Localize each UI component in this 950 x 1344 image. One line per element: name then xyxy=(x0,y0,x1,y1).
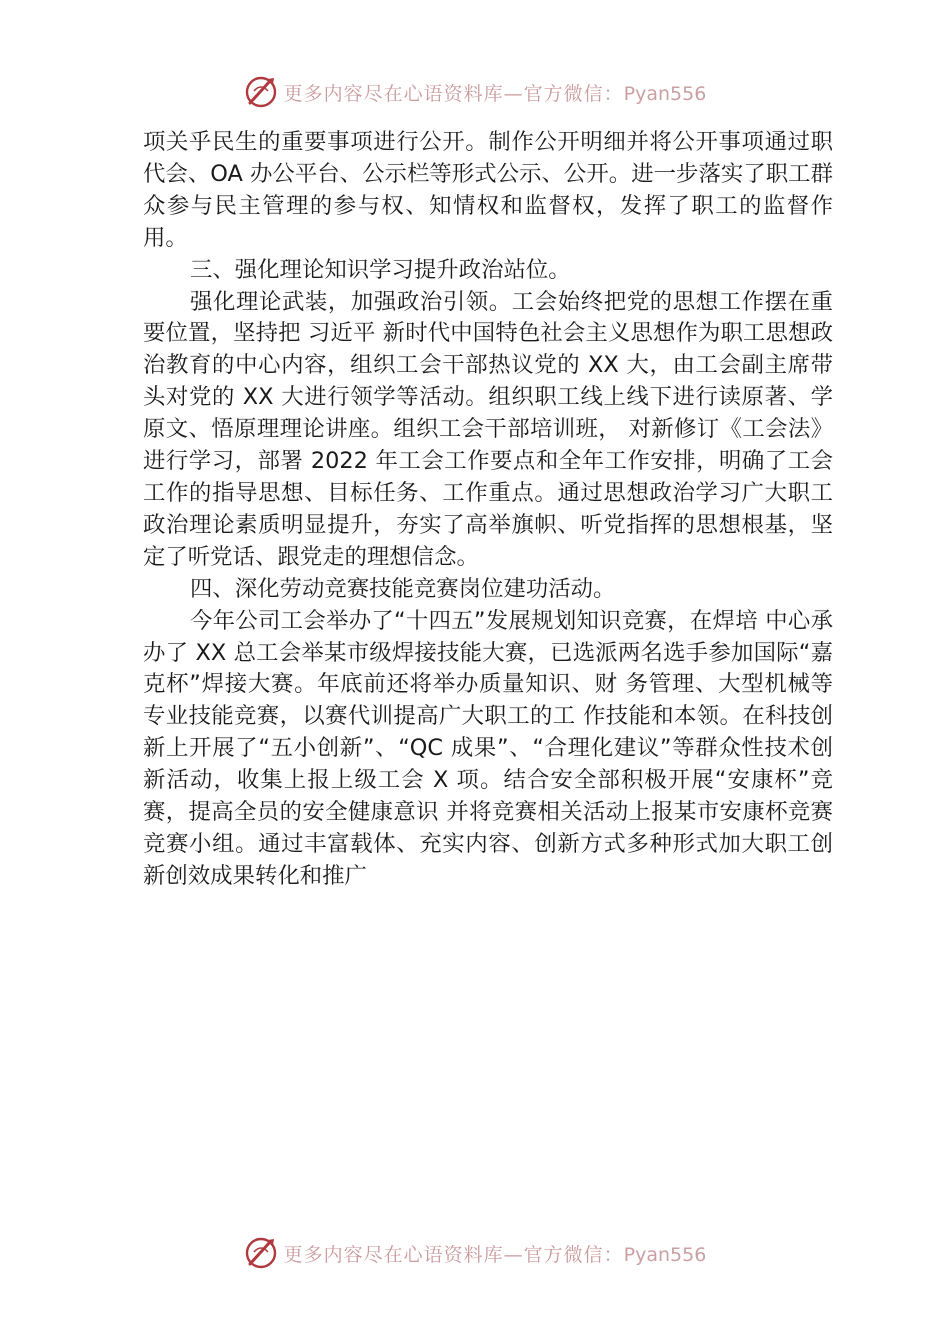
watermark-text: 更多内容尽在心语资料库—官方微信：Pyan556 xyxy=(283,1243,707,1266)
paragraph: 今年公司工会举办了“十四五”发展规划知识竞赛，在焊培 中心承办了 XX 总工会举某市级焊接技能大赛，已选派两名选手参加国际“嘉克杯”焊接大赛。年底前还将举办质量知识、财 务管理、大型机械等专业技能竞赛，以赛代训提高广大职工的工 作技能和本领。在科技创新上开展了“五小创新”、“QC 成果”、“合理化建议”等群众性技术创新活动，收集上报上级工会 X 项。结合安全部积极开展“安康杯”竞赛，提高全员的安全健康意识 并将竞赛相关活动上报某市安康杯竞赛竞赛小组。通过丰富载体、充实内容、创新方式多种形式加大职工创新创效成果转化和推广 xyxy=(143,607,833,889)
watermark-text: 更多内容尽在心语资料库—官方微信：Pyan556 xyxy=(283,82,707,105)
section-heading: 四、深化劳动竞赛技能竞赛岗位建功活动。 xyxy=(190,575,616,602)
pen-logo-icon xyxy=(244,75,278,109)
section-heading: 三、强化理论知识学习提升政治站位。 xyxy=(190,256,571,283)
header-watermark xyxy=(0,70,950,114)
footer-watermark xyxy=(0,1231,950,1275)
paragraph: 强化理论武装，加强政治引领。工会始终把党的思想工作摆在重要位置，坚持把 习近平 新时代中国特色社会主义思想作为职工思想政治教育的中心内容，组织工会干部热议党的 XX 大，由工会副主席带头对党的 XX 大进行领学等活动。组织职工线上线下进行读原著、学原文、悟原理理论讲座。组织工会干部培训班， 对新修订《工会法》进行学习，部署 2022 年工会工作要点和全年工作安排，明确了工会工作的指导思想、目标任务、工作重点。通过思想政治学习广大职工政治理论素质明显提升，夯实了高举旗帜、听党指挥的思想根基，坚定了听党话、跟党走的理想信念。 xyxy=(143,288,833,570)
document-body xyxy=(143,127,833,893)
watermark-id: Pyan556 xyxy=(623,82,707,105)
pen-logo-icon xyxy=(244,1236,278,1270)
watermark-id: Pyan556 xyxy=(623,1243,707,1266)
paragraph: 项关乎民生的重要事项进行公开。制作公开明细并将公开事项通过职代会、OA 办公平台、公示栏等形式公示、公开。进一步落实了职工群众参与民主管理的参与权、知情权和监督权，发挥了职工的监督作用。 xyxy=(143,129,833,251)
